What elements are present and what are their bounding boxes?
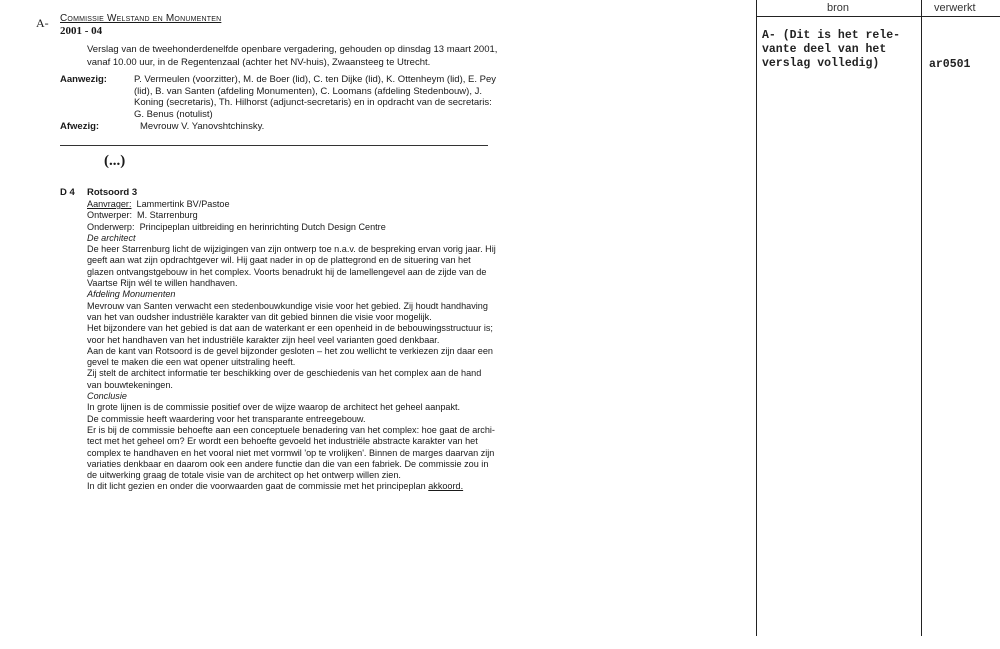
- section-heading-conclusie: Conclusie: [87, 391, 127, 402]
- bron-note: A- (Dit is het rele-vante deel van het verslag volledig): [762, 29, 901, 70]
- paragraph-line: de uitwerking graag de totale visie van de architect op het ontwerp willen zien.: [87, 470, 401, 481]
- absent-label: Afwezig:: [60, 121, 100, 132]
- item-number: D 4: [60, 187, 75, 198]
- table-column-divider: [921, 0, 922, 636]
- present-label: Aanwezig:: [60, 74, 107, 85]
- applicant-row: [87, 199, 517, 210]
- column-header-bron: bron: [827, 2, 850, 14]
- absent-list: Mevrouw V. Yanovshtchinsky.: [140, 121, 265, 132]
- final-line: [87, 481, 517, 492]
- paragraph-line: variaties denkbaar en daarom ook een andere functie dan die van een fabriek. De commissie zou in: [87, 458, 489, 469]
- margin-marker: A-: [36, 16, 49, 30]
- paragraph-line: complex te handhaven en het vooral niet met vormwil 'op te vrolijken'. Binnen de marges daarvan zijn: [87, 447, 495, 458]
- item-body: [87, 199, 517, 493]
- subject-value: Principeplan uitbreiding en herinrichting Dutch Design Centre: [139, 221, 386, 232]
- subject-label: Onderwerp:: [87, 221, 135, 232]
- column-header-verwerkt: verwerkt: [934, 2, 976, 14]
- paragraph-line: Vaartse Rijn wél te willen handhaven.: [87, 278, 238, 289]
- paragraph-line: voor het handhaven van het industriële karakter zijn heel veel varianten goed denkbaar.: [87, 334, 440, 345]
- paragraph-line: van bouwtekeningen.: [87, 379, 173, 390]
- paragraph-line: Het bijzondere van het gebied is dat aan de waterkant er een openheid in de bebouwingsstructuur is;: [87, 323, 493, 334]
- final-line-text: In dit licht gezien en onder die voorwaarden gaat de commissie met het principeplan: [87, 481, 426, 492]
- designer-value: M. Starrenburg: [137, 210, 198, 221]
- section-heading-architect: De architect: [87, 232, 136, 243]
- organization-heading: Commissie Welstand en Monumenten: [60, 13, 222, 24]
- present-list: P. Vermeulen (voorzitter), M. de Boer (lid), C. ten Dijke (lid), K. Ottenheym (lid), E. Pey (lid), B. van Santen (afdeling Monumenten), C. Loomans (afdeling Stedenbouw), J. Koning (secretaris), Th. Hilhorst (adjunct-secretaris) en in opdracht van de secretaris: G. Benus (notulist): [134, 74, 497, 120]
- paragraph-line: van het van oudsher industriële karakter van dit gebied binnen die visie voor mogelijk.: [87, 311, 432, 322]
- designer-label: Ontwerper:: [87, 210, 132, 221]
- paragraph-line: Zij stelt de architect informatie ter beschikking over de geschiedenis van het complex aan de hand: [87, 368, 482, 379]
- paragraph-line: glazen ontvangstgebouw in het complex. Voorts benadrukt hij de lamellengevel aan de zijde van de: [87, 266, 487, 277]
- subject-row: [87, 222, 517, 233]
- divider: [60, 145, 488, 146]
- applicant-value: Lammertink BV/Pastoe: [136, 199, 230, 209]
- paragraph-line: Er is bij de commissie behoefte aan een conceptuele benadering van het complex: hoe gaat de archi-: [87, 424, 495, 435]
- monumenten-paragraph: [87, 301, 517, 391]
- paragraph-line: gevel te maken die een wat opener uitstraling heeft.: [87, 357, 296, 368]
- item-title: Rotsoord 3: [87, 187, 138, 198]
- omission-mark: (...): [104, 153, 126, 169]
- designer-row: [87, 210, 517, 221]
- verwerkt-code: ar0501: [929, 58, 971, 71]
- paragraph-line: geeft aan wat zijn opdrachtgever wil. Hij gaat nader in op de plattegrond en de situering van het: [87, 255, 471, 266]
- approval-word: akkoord.: [428, 481, 464, 492]
- architect-paragraph: [87, 244, 517, 289]
- table-header-line: [756, 16, 1000, 17]
- paragraph-line: tect met het geheel om? Er wordt een behoefte gevoeld het industriële abstracte karakter van het: [87, 436, 478, 447]
- paragraph-line: De heer Starrenburg licht de wijzigingen van zijn ontwerp toe n.a.v. de bespreking ervan vorig jaar. Hij: [87, 244, 496, 255]
- paragraph-line: De commissie heeft waardering voor het transparante entreegebouw.: [87, 413, 366, 424]
- paragraph-line: In grote lijnen is de commissie positief over de wijze waarop de architect het geheel aanpakt.: [87, 402, 461, 413]
- conclusie-paragraph: [87, 402, 517, 481]
- meeting-intro: Verslag van de tweehonderdenelfde openbare vergadering, gehouden op dinsdag 13 maart 2001, vanaf 10.00 uur, in de Regentenzaal (achter het NV-huis), Zwaansteeg te Utrecht.: [87, 44, 498, 68]
- section-heading-monumenten: Afdeling Monumenten: [87, 289, 176, 300]
- meeting-code: 2001 - 04: [60, 25, 103, 37]
- paragraph-line: Mevrouw van Santen verwacht een stedenbouwkundige visie voor het gebied. Zij houdt handhaving: [87, 300, 488, 311]
- table-border-left: [756, 0, 757, 636]
- applicant-label: Aanvrager:: [87, 199, 132, 209]
- paragraph-line: Aan de kant van Rotsoord is de gevel bijzonder gesloten – het zou wellicht te verkiezen zijn daar een: [87, 345, 493, 356]
